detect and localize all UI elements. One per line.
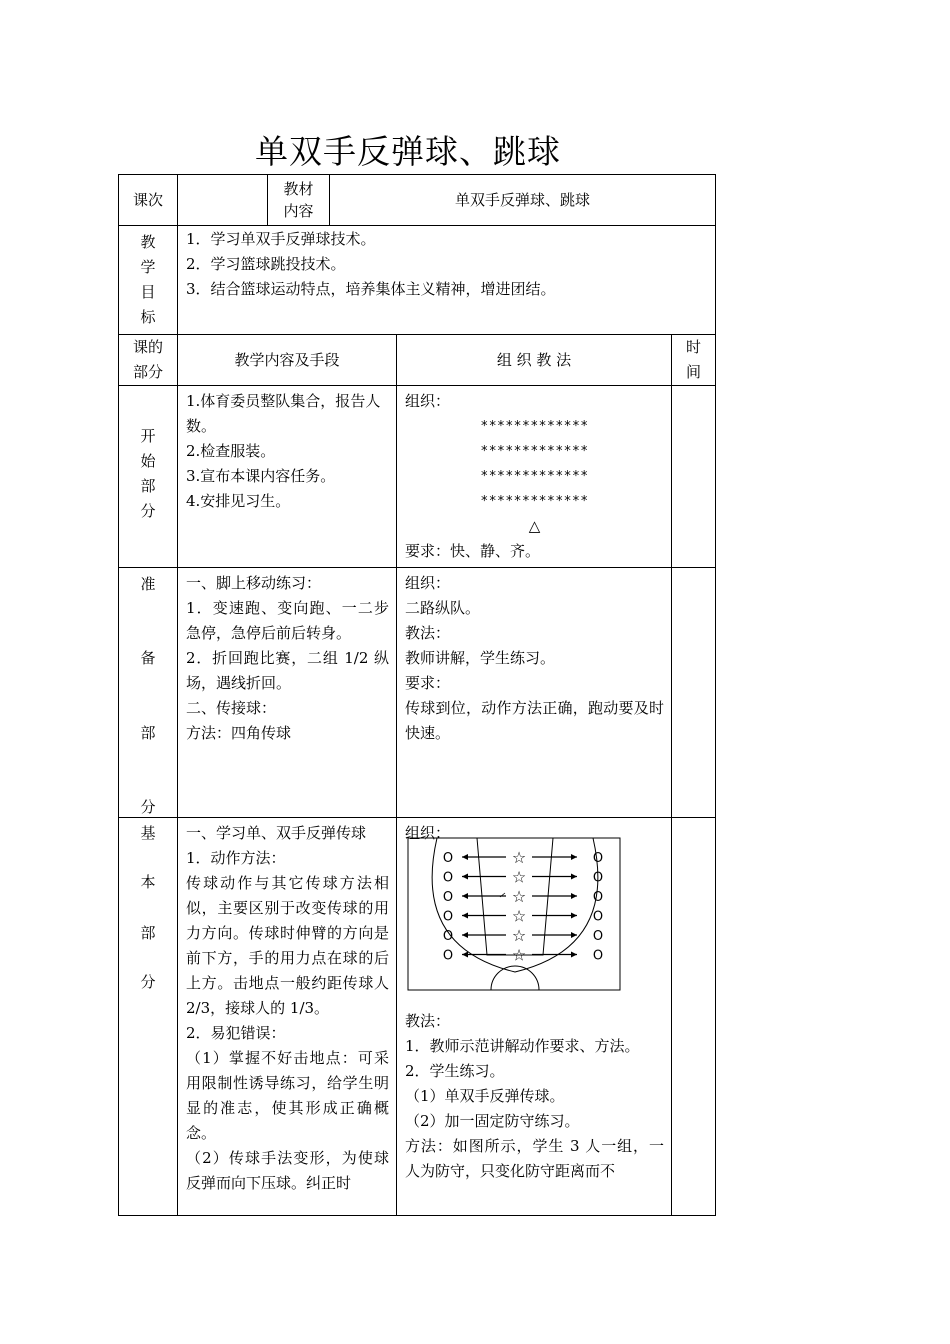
content-line: 2．折回跑比赛，二组 1/2 纵场，遇线折回。 bbox=[186, 649, 389, 692]
method-line: 教法： bbox=[405, 624, 451, 642]
formation-row: ************* bbox=[480, 494, 589, 509]
objective-item: 2．学习篮球跳投技术。 bbox=[186, 255, 346, 273]
method-line: 方法：如图所示，学生 3 人一组，一人为防守，只变化防守距离而不 bbox=[405, 1137, 664, 1180]
content-line: 一、学习单、双手反弹传球 bbox=[186, 824, 367, 842]
material-value: 单双手反弹球、跳球 bbox=[330, 175, 716, 226]
lesson-plan-table bbox=[118, 174, 716, 1216]
arrowhead-right-icon bbox=[571, 913, 577, 919]
defender-star-icon: ☆ bbox=[511, 848, 527, 867]
arrowhead-left-icon bbox=[462, 874, 468, 880]
player-marker: O bbox=[592, 929, 604, 944]
start-time bbox=[672, 386, 716, 568]
formation-row: ************* bbox=[480, 469, 589, 484]
content-line: 1.体育委员整队集合，报告人数。 bbox=[186, 392, 381, 435]
start-section-row bbox=[119, 386, 716, 568]
player-marker: O bbox=[592, 851, 604, 866]
prep-label: 准 备 部 分 bbox=[119, 568, 178, 818]
header-row bbox=[119, 175, 716, 226]
main-section-row bbox=[119, 818, 716, 1216]
arrowhead-left-icon bbox=[462, 932, 468, 938]
player-marker: O bbox=[442, 851, 454, 866]
defender-star-icon: ☆ bbox=[511, 926, 527, 945]
main-content bbox=[178, 818, 397, 1216]
lesson-label: 课次 bbox=[119, 175, 178, 226]
player-marker: O bbox=[592, 890, 604, 905]
prep-time bbox=[672, 568, 716, 818]
col-time: 时 间 bbox=[672, 335, 716, 386]
player-marker: O bbox=[442, 929, 454, 944]
col-content: 教学内容及手段 bbox=[178, 335, 397, 386]
objectives-row bbox=[119, 226, 716, 335]
org-label: 组织： bbox=[405, 392, 451, 410]
col-part: 课的 部分 bbox=[119, 335, 178, 386]
content-line: 2.检查服装。 bbox=[186, 442, 276, 460]
content-line: 2．易犯错误： bbox=[186, 1024, 286, 1042]
method-line: 要求： bbox=[405, 674, 451, 692]
content-line: 二、传接球： bbox=[186, 699, 277, 717]
arrowhead-right-icon bbox=[571, 854, 577, 860]
arrowhead-left-icon bbox=[462, 893, 468, 899]
prep-method bbox=[397, 568, 672, 818]
defender-star-icon: ☆ bbox=[511, 945, 527, 965]
start-label: 开 始 部 分 bbox=[119, 386, 178, 568]
arrowhead-left-icon bbox=[462, 854, 468, 860]
org-label: 组织： bbox=[405, 824, 451, 842]
player-marker: O bbox=[442, 909, 454, 925]
formation-row: ************* bbox=[480, 444, 589, 459]
material-label: 教材 内容 bbox=[268, 175, 330, 226]
arrowhead-right-icon bbox=[571, 932, 577, 938]
main-time bbox=[672, 818, 716, 1216]
player-marker: O bbox=[592, 909, 604, 925]
content-line: （2）传球手法变形，为使球反弹而向下压球。纠正时 bbox=[186, 1149, 389, 1192]
arrowhead-left-icon bbox=[462, 952, 468, 958]
arrowhead-right-icon bbox=[571, 874, 577, 880]
objective-item: 3．结合篮球运动特点，培养集体主义精神，增进团结。 bbox=[186, 280, 556, 298]
objectives-label: 教 学 目 标 bbox=[119, 226, 178, 335]
lesson-value bbox=[178, 175, 268, 226]
col-method: 组 织 教 法 bbox=[397, 335, 672, 386]
prep-section-row bbox=[119, 568, 716, 818]
player-marker: O bbox=[442, 870, 454, 886]
method-line: 1．教师示范讲解动作要求、方法。 bbox=[405, 1037, 640, 1055]
method-line: 教法： bbox=[405, 1012, 451, 1030]
column-header-row bbox=[119, 335, 716, 386]
content-line: 3.宣布本课内容任务。 bbox=[186, 467, 336, 485]
start-method bbox=[397, 386, 672, 568]
main-method bbox=[397, 818, 672, 1216]
method-line: （1）单双手反弹传球。 bbox=[405, 1087, 565, 1105]
method-line: 二路纵队。 bbox=[405, 599, 481, 617]
start-content bbox=[178, 386, 397, 568]
content-line: 传球动作与其它传球方法相似，主要区别于改变传球的用力方向。传球时伸臂的方向是前下方，手的用力点在球的后上方。击地点一般约距传球人 2/3，接球人的 1/3。 bbox=[186, 874, 389, 1017]
defender-star-icon: ☆ bbox=[511, 906, 527, 926]
requirement: 要求：快、静、齐。 bbox=[405, 542, 541, 560]
formation-row: ************* bbox=[480, 419, 589, 434]
player-marker: O bbox=[592, 948, 604, 964]
content-line: 一、脚上移动练习： bbox=[186, 574, 322, 592]
method-line: 教师讲解，学生练习。 bbox=[405, 649, 556, 667]
main-label: 基 本 部 分 bbox=[119, 818, 178, 1216]
court-diagram bbox=[407, 837, 621, 991]
content-line: （1）掌握不好击地点：可采用限制性诱导练习，给学生明显的准志，使其形成正确概念。 bbox=[186, 1049, 389, 1142]
page-title: 单双手反弹球、跳球 bbox=[255, 132, 561, 171]
objective-item: 1．学习单双手反弹球技术。 bbox=[186, 230, 376, 248]
content-line: 1．变速跑、变向跑、一二步急停，急停后前后转身。 bbox=[186, 599, 389, 642]
player-marker: O bbox=[442, 890, 454, 905]
objectives-list bbox=[178, 226, 716, 335]
method-line: （2）加一固定防守练习。 bbox=[405, 1112, 580, 1130]
teacher-triangle-icon: △ bbox=[528, 517, 541, 535]
content-line: 1．动作方法： bbox=[186, 849, 286, 867]
arrowhead-right-icon bbox=[571, 893, 577, 899]
content-line: 4.安排见习生。 bbox=[186, 492, 291, 510]
defender-star-icon: ☆ bbox=[511, 867, 527, 887]
method-line: 2．学生练习。 bbox=[405, 1062, 505, 1080]
player-marker: O bbox=[592, 870, 604, 886]
arrowhead-left-icon bbox=[462, 913, 468, 919]
player-marker: O bbox=[442, 948, 454, 964]
method-line: 组织： bbox=[405, 574, 451, 592]
defender-star-icon: ☆ bbox=[511, 887, 527, 906]
content-line: 方法：四角传球 bbox=[186, 724, 292, 742]
method-line: 传球到位，动作方法正确，跑动要及时快速。 bbox=[405, 699, 664, 742]
prep-content bbox=[178, 568, 397, 818]
arrowhead-right-icon bbox=[571, 952, 577, 958]
